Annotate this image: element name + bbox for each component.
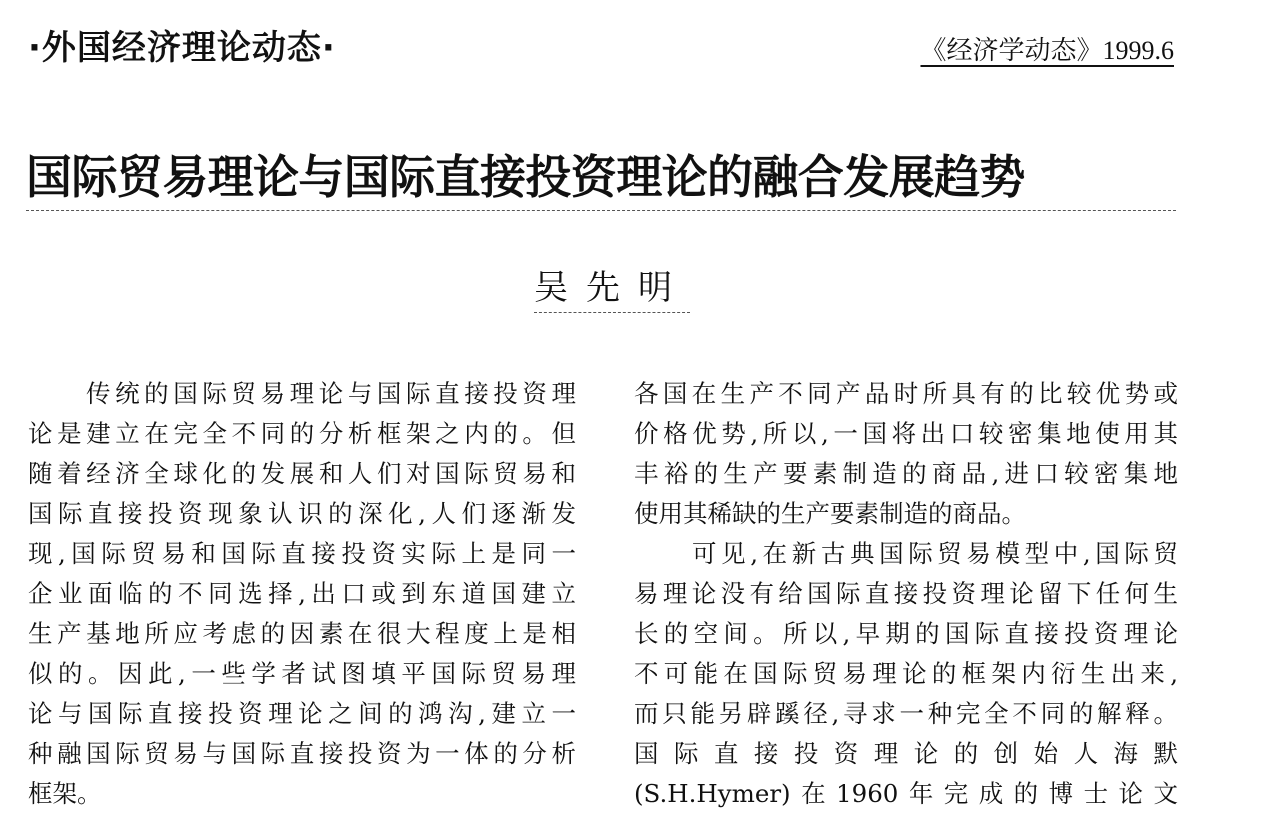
paragraph-line: 而只能另辟蹊径,寻求一种完全不同的解释。 xyxy=(634,699,1178,728)
paragraph-line: 传统的国际贸易理论与国际直接投资理 xyxy=(86,379,576,408)
paragraph-line: 长的空间。所以,早期的国际直接投资理论 xyxy=(634,619,1178,648)
paragraph-line: 现,国际贸易和国际直接投资实际上是同一 xyxy=(28,539,576,568)
article-author: 吴先明 xyxy=(534,266,690,313)
paragraph-line: 使用其稀缺的生产要素制造的商品。 xyxy=(634,499,1026,528)
paragraph-line: 易理论没有给国际直接投资理论留下任何生 xyxy=(634,579,1178,608)
body-column-left xyxy=(28,374,576,814)
section-label: ·外国经济理论动态· xyxy=(28,28,336,68)
paragraph-line: 可见,在新古典国际贸易模型中,国际贸 xyxy=(692,539,1178,568)
paragraph-line: 论是建立在完全不同的分析框架之内的。但 xyxy=(28,419,576,448)
paragraph-line: 价格优势,所以,一国将出口较密集地使用其 xyxy=(634,419,1178,448)
article-title: 国际贸易理论与国际直接投资理论的融合发展趋势 xyxy=(26,146,1176,211)
paragraph-line: 论与国际直接投资理论之间的鸿沟,建立一 xyxy=(28,699,576,728)
paragraph-line: 丰裕的生产要素制造的商品,进口较密集地 xyxy=(634,459,1178,488)
paragraph-line: 种融国际贸易与国际直接投资为一体的分析 xyxy=(28,739,576,768)
paragraph-line: (S.H.Hymer)在1960年完成的博士论文 xyxy=(634,779,1178,808)
paragraph-line: 国际直接投资现象认识的深化,人们逐渐发 xyxy=(28,499,576,528)
paragraph-line: 企业面临的不同选择,出口或到东道国建立 xyxy=(28,579,576,608)
paragraph-line: 不可能在国际贸易理论的框架内衍生出来, xyxy=(634,659,1178,688)
journal-reference: 《经济学动态》1999.6 xyxy=(920,36,1174,65)
paragraph-line: 国际直接投资理论的创始人海默 xyxy=(634,739,1178,768)
paragraph-line: 生产基地所应考虑的因素在很大程度上是相 xyxy=(28,619,576,648)
paragraph-line: 框架。 xyxy=(28,779,102,808)
paragraph-line: 随着经济全球化的发展和人们对国际贸易和 xyxy=(28,459,576,488)
body-column-right xyxy=(634,374,1178,814)
paragraph-line: 似的。因此,一些学者试图填平国际贸易理 xyxy=(28,659,576,688)
paragraph-line: 各国在生产不同产品时所具有的比较优势或 xyxy=(634,379,1178,408)
